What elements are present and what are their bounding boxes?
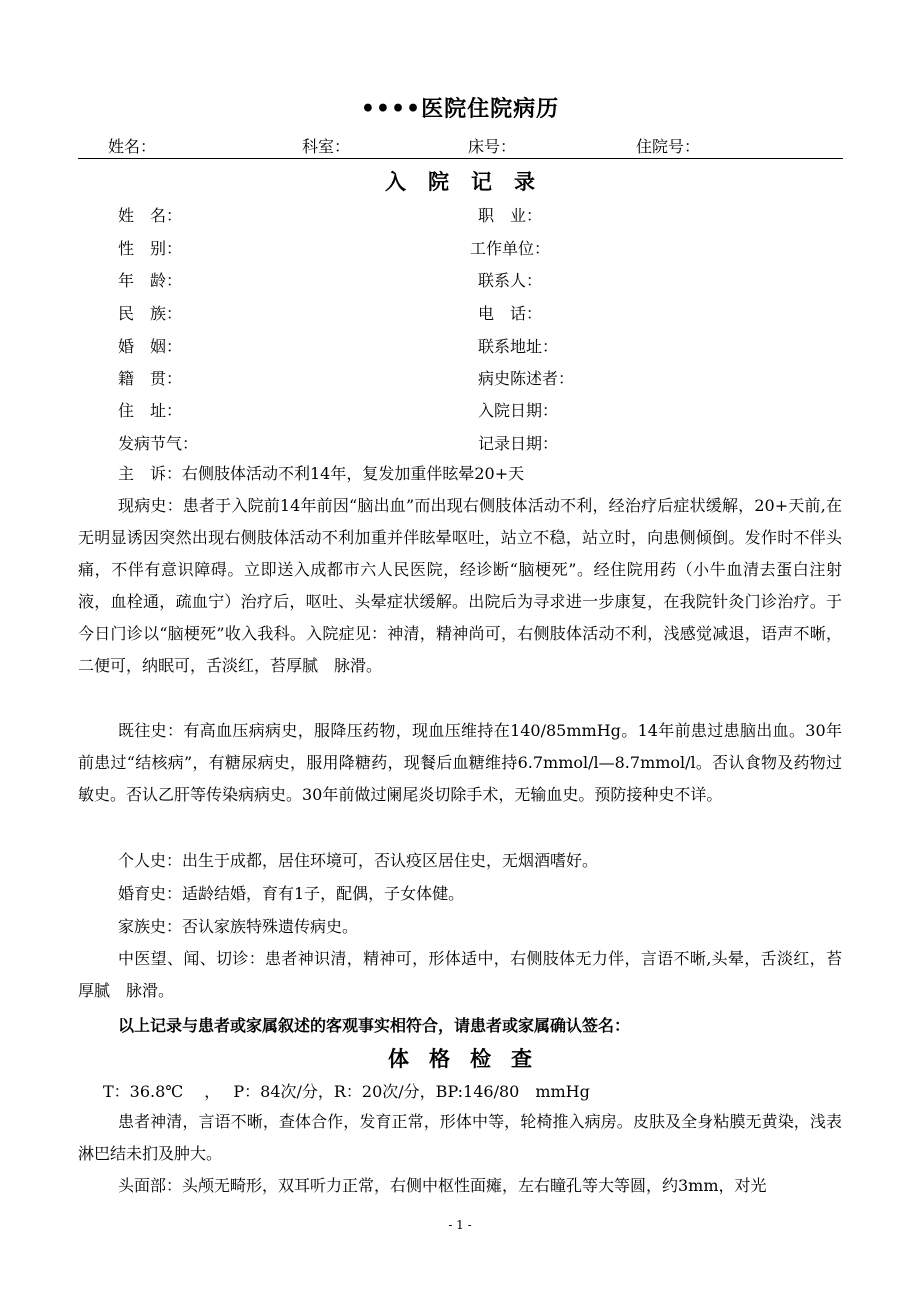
field-gender: 性 别：	[118, 239, 183, 258]
header-bed-label: 床号：	[468, 137, 517, 156]
field-native-place: 籍 贯：	[118, 369, 183, 388]
field-marital-status: 婚 姻：	[118, 337, 183, 356]
field-contact-address: 联系地址：	[478, 337, 559, 356]
family-history: 家族史：否认家族特殊遗传病史。	[118, 917, 359, 936]
tcm-four-examinations: 中医望、闻、切诊：患者神识清，精神可，形体适中，右侧肢体无力伴，言语不晰,头晕，舌淡红，苔厚腻 脉滑。	[78, 949, 842, 1000]
head-face-examination: 头面部：头颅无畸形，双耳听力正常，右侧中枢性面瘫，左右瞳孔等大等圆，约3mm，对光	[118, 1176, 767, 1195]
field-contact-person: 联系人：	[478, 271, 543, 290]
field-employer: 工作单位：	[470, 239, 551, 258]
field-history-narrator: 病史陈述者：	[478, 369, 575, 388]
field-record-date: 记录日期：	[478, 434, 559, 453]
header-inpatient-no-label: 住院号：	[636, 137, 701, 156]
confirmation-signature-notice: 以上记录与患者或家属叙述的客观事实相符合，请患者或家属确认签名：	[118, 1016, 631, 1035]
general-examination: 患者神清，言语不晰，查体合作，发育正常，形体中等，轮椅推入病房。皮肤及全身粘膜无黄染，浅表淋巴结未扪及肿大。	[78, 1112, 842, 1163]
document-title: ••••医院住院病历	[360, 96, 560, 122]
patient-header-row	[78, 134, 843, 159]
field-address: 住 址：	[118, 401, 183, 420]
present-illness-history: 现病史：患者于入院前14年前因“脑出血”而出现右侧肢体活动不利，经治疗后症状缓解，20+天前,在无明显诱因突然出现右侧肢体活动不利加重并伴眩晕呕吐，站立不稳，站立时，向患侧倾倒。发作时不伴头痛，不伴有意识障碍。立即送入成都市六人民医院，经诊断“脑梗死”。经住院用药（小牛血清去蛋白注射液，血栓通，疏血宁）治疗后，呕吐、头晕症状缓解。出院后为寻求进一步康复，在我院针灸门诊治疗。于今日门诊以“脑梗死”收入我科。入院症见：神清，精神尚可，右侧肢体活动不利，浅感觉减退，语声不晰，二便可，纳眠可，舌淡红，苔厚腻 脉滑。	[78, 496, 842, 675]
vital-signs: T：36.8℃ ， P：84次/分，R：20次/分，BP:146/80 mmHg	[103, 1082, 590, 1101]
admission-record-title: 入院记录	[385, 169, 557, 194]
chief-complaint: 主 诉：右侧肢体活动不利14年，复发加重伴眩晕20+天	[118, 464, 525, 483]
header-department-label: 科室：	[302, 137, 351, 156]
page-number: - 1 -	[448, 1218, 472, 1232]
field-occupation: 职 业：	[478, 206, 543, 225]
past-medical-history: 既往史：有高血压病病史，服降压药物，现血压维持在140/85mmHg。14年前患过患脑出血。30年前患过“结核病”，有糖尿病史，服用降糖药，现餐后血糖维持6.7mmol/l—8.7mmol/l。否认食物及药物过敏史。否认乙肝等传染病病史。30年前做过阑尾炎切除手术，无输血史。预防接种史不详。	[78, 721, 842, 804]
field-age: 年 龄：	[118, 271, 183, 290]
header-name-label: 姓名：	[108, 137, 157, 156]
field-ethnicity: 民 族：	[118, 304, 183, 323]
field-onset-solar-term: 发病节气：	[118, 434, 199, 453]
personal-history: 个人史：出生于成都，居住环境可，否认疫区居住史，无烟酒嗜好。	[118, 851, 599, 870]
field-name: 姓 名：	[118, 206, 183, 225]
field-phone: 电 话：	[478, 304, 543, 323]
field-admission-date: 入院日期：	[478, 401, 559, 420]
marital-reproductive-history: 婚育史：适龄结婚，育有1子，配偶，子女体健。	[118, 884, 465, 903]
physical-exam-title: 体格检查	[388, 1046, 552, 1071]
